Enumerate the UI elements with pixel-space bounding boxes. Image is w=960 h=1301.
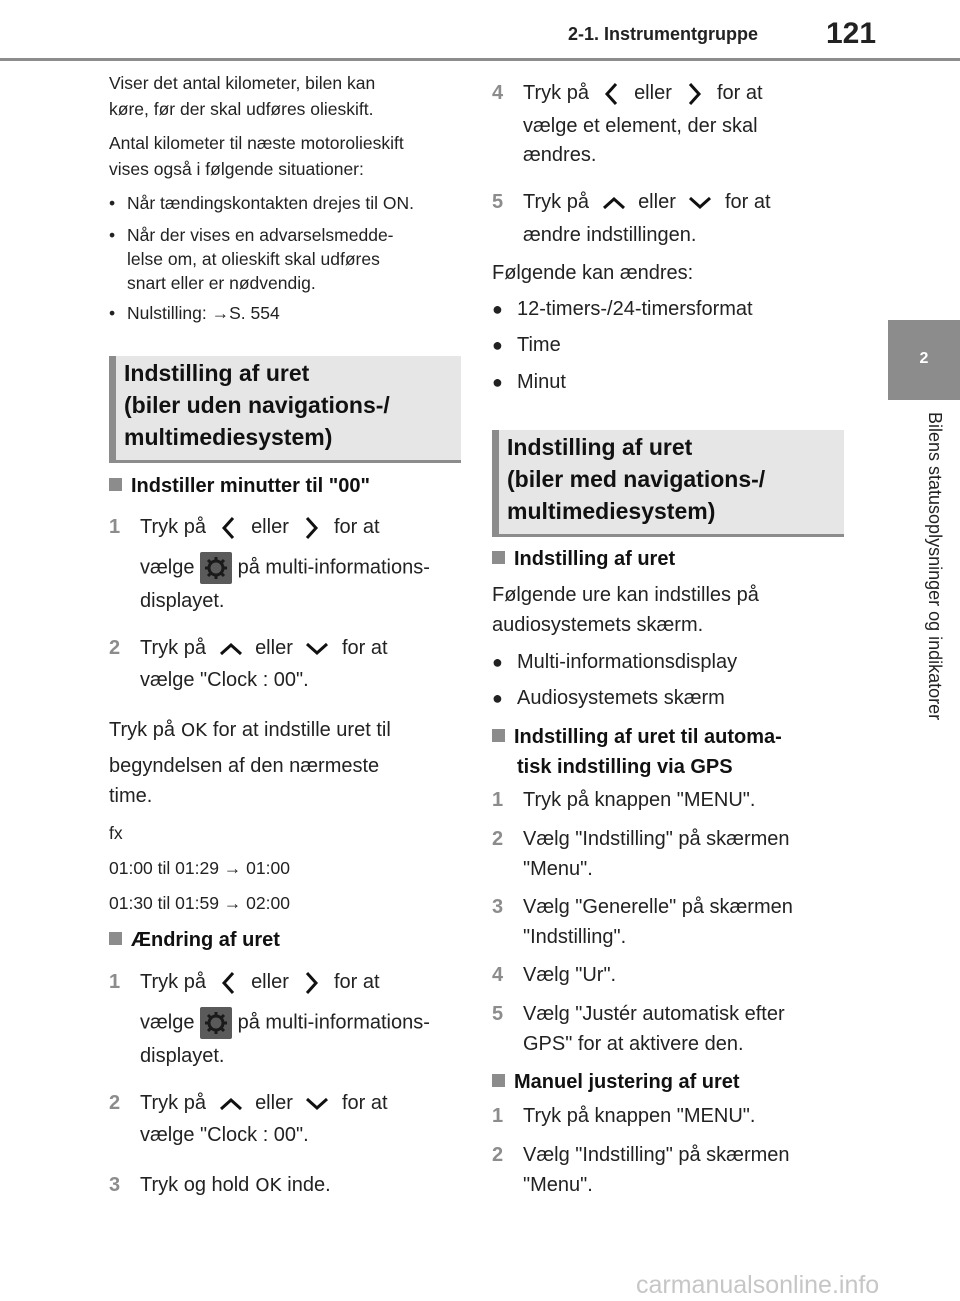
chevron-left-icon [595,80,629,108]
section-box-without-nav [109,356,461,460]
chapter-title: Bilens statusoplysninger og indikatorer [925,412,945,721]
step-2: 2 Tryk på eller for at vælge "Clock : 00". [109,1092,388,1146]
step-2: 2 Tryk på eller for at vælge "Clock : 00". [109,637,388,691]
clock-settings-text: Følgende ure kan indstilles på audiosystemets skærm. [492,584,759,636]
subsection-heading: Manuel justering af uret [492,1067,740,1097]
step-5: 5 Tryk på eller for at ændre indstillingen. [492,191,771,246]
can-change-text: Følgende kan ændres: [492,262,694,284]
section-box-title: Indstilling af uret (biler med navigations-/ multimediesystem) [507,434,766,524]
step-1: 1 Tryk på knappen "MENU". [492,789,756,811]
square-marker-icon [492,551,505,564]
chapter-number: 2 [919,350,929,367]
subsection-heading: Indstilling af uret til automa- tisk indstilling via GPS [492,722,782,782]
example-line: 01:30 til 01:59 → 02:00 [109,893,290,913]
square-marker-icon [492,729,505,742]
step-2: 2 Vælg "Indstilling" på skærmen "Menu". [492,1144,790,1196]
intro-paragraph-2: Antal kilometer til næste motorolieskift vises også i følgende situationer: [109,133,404,179]
subsection-heading: Indstiller minutter til "00" [109,471,370,501]
square-marker-icon [492,1074,505,1087]
step-3: 3 Tryk og hold OK inde. [109,1174,331,1196]
ok-button-label: OK [255,1175,282,1196]
ok-button-label: OK [180,720,207,741]
square-marker-icon [109,932,122,945]
chevron-up-icon [212,1092,250,1116]
step-1: 1 Tryk på knappen "MENU". [492,1105,756,1127]
chevron-left-icon [212,514,246,542]
chevron-right-icon [294,969,328,997]
page-header [0,0,960,62]
chevron-down-icon [298,637,336,661]
chevron-down-icon [298,1092,336,1116]
chapter-tab [888,320,960,400]
press-ok-paragraph: Tryk på OK for at indstille uret til [109,719,391,741]
watermark: carmanualsonline.info [636,1271,880,1299]
step-1: 1 Tryk på eller for at vælge på multi-informations- displayet. [109,512,464,608]
intro-paragraph-1: Viser det antal kilometer, bilen kan køre, før der skal udføres olieskift. [109,73,376,119]
page-number: 121 [826,17,877,50]
chevron-down-icon [681,191,719,215]
subsection-heading: Indstilling af uret [492,544,675,574]
step-4: 4 Tryk på eller for at vælge et element, der skal ændres. [492,78,847,172]
chevron-up-icon [212,637,250,661]
chevron-right-icon [294,514,328,542]
page-reference-link[interactable]: Nulstilling: →S. 554 [127,303,280,323]
chevron-right-icon [677,80,711,108]
step-1: 1 Tryk på eller for at vælge på multi-informations- displayet. [109,967,464,1063]
step-5: 5 Vælg "Justér automatisk efter GPS" for at aktivere den. [492,1003,785,1055]
section-title: 2-1. Instrumentgruppe [568,24,759,44]
header-rule [0,58,960,61]
square-marker-icon [109,478,122,491]
step-3: 3 Vælg "Generelle" på skærmen "Indstilling". [492,896,793,948]
example-label: fx [109,823,123,843]
subsection-heading: Ændring af uret [109,925,280,955]
chevron-left-icon [212,969,246,997]
chevron-up-icon [595,191,633,215]
step-4: 4 Vælg "Ur". [492,964,617,986]
gear-icon [200,552,232,584]
step-2: 2 Vælg "Indstilling" på skærmen "Menu". [492,828,790,880]
gear-icon [200,1007,232,1039]
example-line: 01:00 til 01:29 → 01:00 [109,858,290,878]
section-box-with-nav [492,430,844,534]
section-box-title: Indstilling af uret (biler uden navigations-/ multimediesystem) [124,360,390,450]
